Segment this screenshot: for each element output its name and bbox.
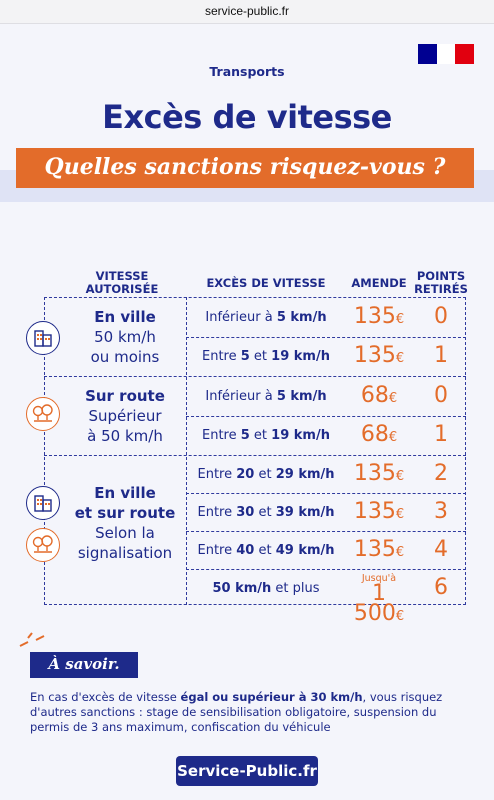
- row-divider: [186, 416, 466, 417]
- group-ville: En ville 50 km/h ou moins: [90, 308, 160, 366]
- row-divider: [186, 531, 466, 532]
- points-value: 0: [434, 383, 448, 408]
- table-row-exces: Inférieur à 5 km/h: [205, 310, 327, 325]
- url-text: service-public.fr: [204, 4, 290, 18]
- points-value: 0: [434, 304, 448, 329]
- table-row-exces: Inférieur à 5 km/h: [205, 389, 327, 404]
- subtitle-banner: [16, 148, 474, 188]
- service-public-logo[interactable]: Service-Public.fr: [176, 756, 318, 786]
- table-row-exces: Entre 5 et 19 km/h: [202, 349, 330, 364]
- header-vitesse: VITESSE AUTORISÉE: [85, 269, 159, 296]
- group-divider: [44, 376, 466, 377]
- points-value: 4: [434, 537, 448, 562]
- amount-value: 135€: [353, 499, 405, 524]
- row-divider: [186, 569, 466, 570]
- category-label: Transports: [209, 64, 285, 79]
- page-title: Excès de vitesse: [102, 98, 392, 136]
- points-value: 1: [434, 422, 448, 447]
- french-flag-logo: [418, 44, 474, 64]
- group-ville-route: En ville et sur route Selon la signalisation: [74, 484, 176, 562]
- trees-road-icon: [26, 528, 60, 562]
- amount-value: 135€: [353, 537, 405, 562]
- amount-value: 135€: [353, 461, 405, 486]
- group-route: Sur route Supérieur à 50 km/h: [85, 387, 165, 445]
- amount-value: 68€: [360, 422, 398, 447]
- column-divider: [186, 297, 187, 605]
- table-row-exces: Entre 20 et 29 km/h: [197, 467, 335, 482]
- points-value: 1: [434, 343, 448, 368]
- amount-value: 135€: [353, 304, 405, 329]
- browser-url-bar[interactable]: [0, 0, 494, 24]
- points-value: 6: [434, 575, 448, 600]
- table-row-exces: 50 km/h et plus: [212, 581, 320, 596]
- note-label: À savoir.: [30, 652, 138, 678]
- accent-marks-icon: [14, 632, 54, 654]
- row-divider: [186, 337, 466, 338]
- amount-value: 135€: [353, 343, 405, 368]
- amount-value: 68€: [360, 383, 398, 408]
- city-buildings-icon: [26, 486, 60, 520]
- table-row-exces: Entre 5 et 19 km/h: [202, 428, 330, 443]
- city-buildings-icon: [26, 321, 60, 355]
- table-row-exces: Entre 40 et 49 km/h: [197, 543, 335, 558]
- row-divider: [186, 493, 466, 494]
- amount-value-max: Jusqu'à 1 500€: [353, 573, 405, 626]
- header-points: POINTS RETIRÉS: [414, 269, 468, 296]
- points-value: 2: [434, 461, 448, 486]
- group-divider: [44, 455, 466, 456]
- points-value: 3: [434, 499, 448, 524]
- subtitle-text: Quelles sanctions risquez-vous ?: [44, 154, 446, 180]
- note-text: En cas d'excès de vitesse égal ou supérieur à 30 km/h, vous risquez d'autres sanctions : stage de sensibilisation obligatoire, suspension du permis de 3 ans maximum, confiscation du véhicule: [30, 690, 443, 734]
- header-exces: EXCÈS DE VITESSE: [206, 276, 326, 290]
- trees-road-icon: [26, 397, 60, 431]
- header-amende: AMENDE: [351, 276, 407, 290]
- table-row-exces: Entre 30 et 39 km/h: [197, 505, 335, 520]
